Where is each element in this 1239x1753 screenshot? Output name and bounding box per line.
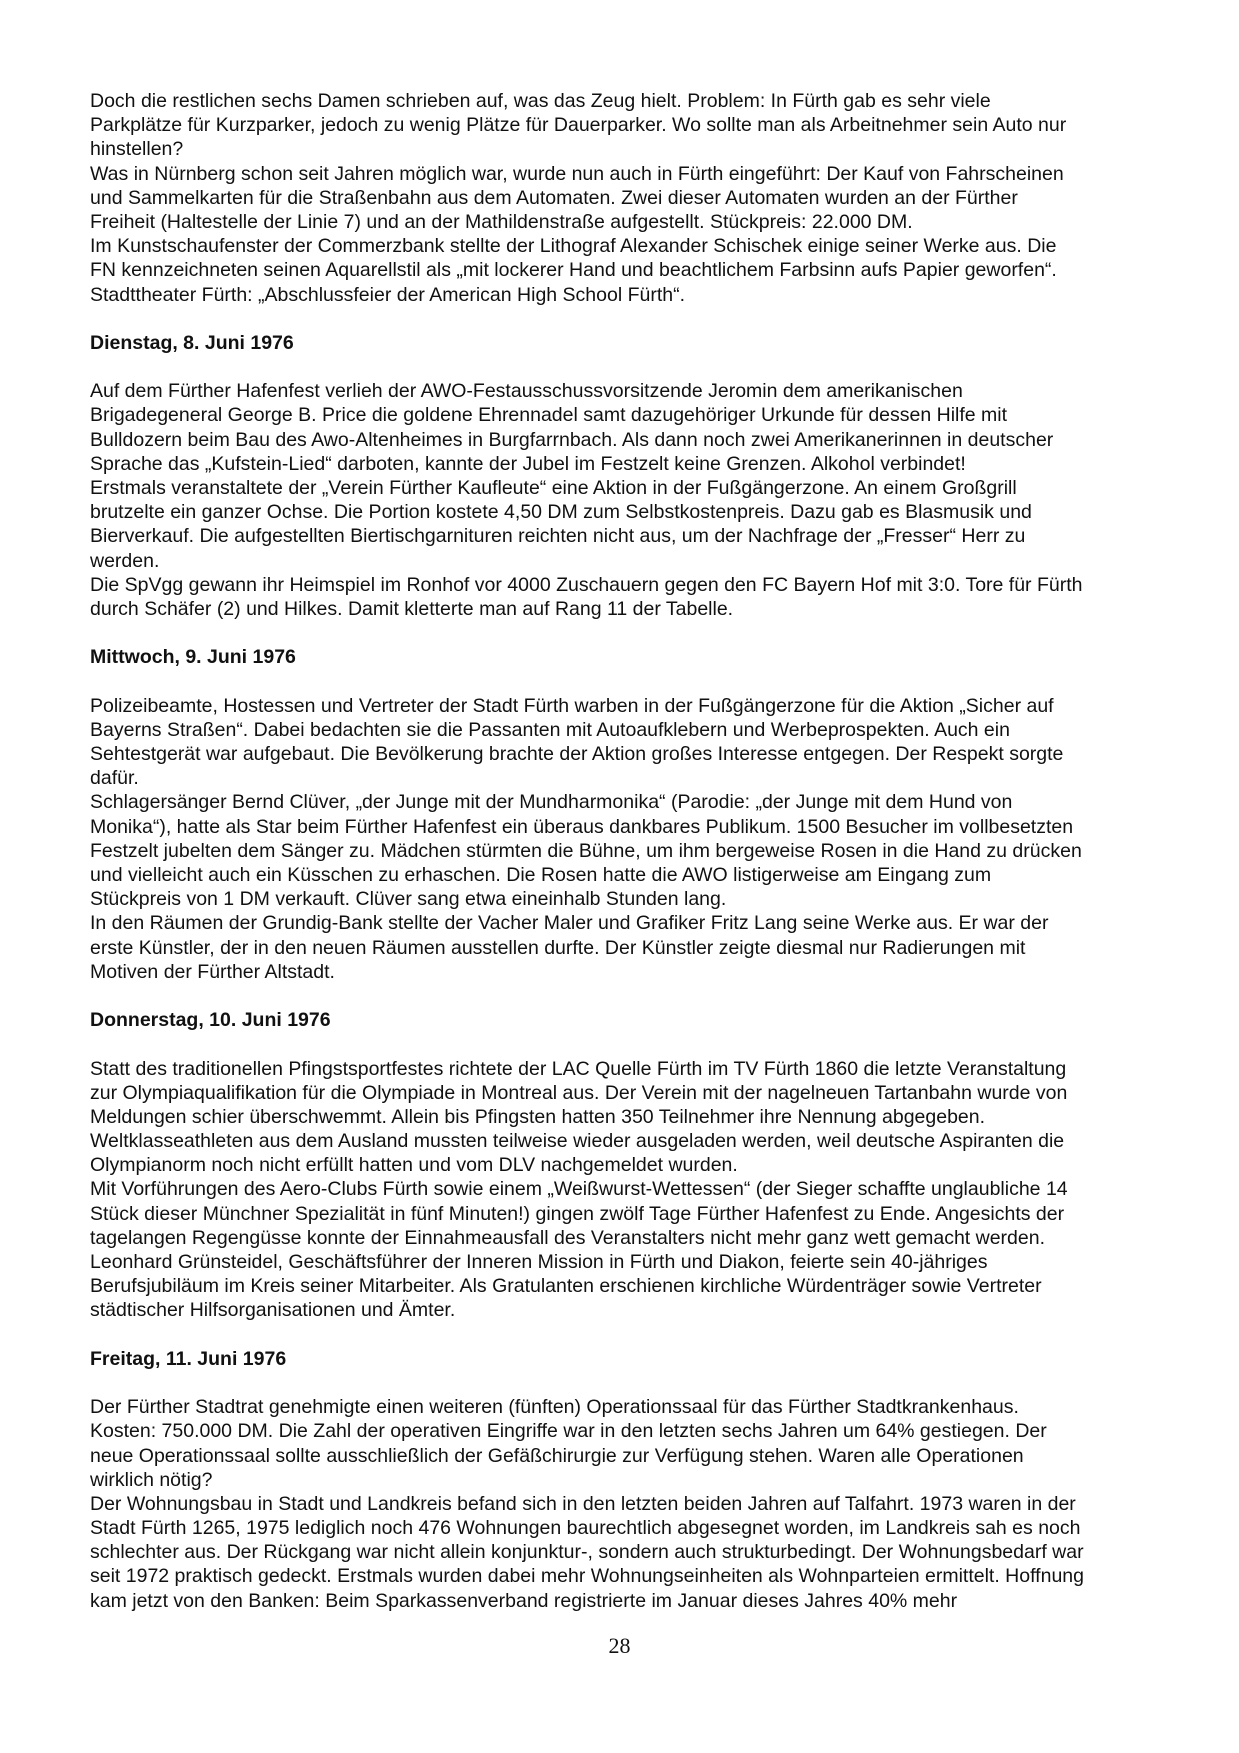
text-line: Weltklasseathleten aus dem Ausland mussten teilweise wieder ausgeladen werden, weil deutsche Aspiranten die [90, 1130, 1065, 1153]
text-line: Olympianorm noch nicht erfüllt hatten und vom DLV nachgemeldet wurden. [90, 1154, 738, 1177]
text-line: städtischer Hilfsorganisationen und Ämter. [90, 1299, 456, 1322]
text-line: hinstellen? [90, 138, 184, 161]
text-line: In den Räumen der Grundig-Bank stellte der Vacher Maler und Grafiker Fritz Lang seine Werke aus. Er war der [90, 912, 1049, 935]
day-section [90, 1008, 1190, 1322]
text-line: wirklich nötig? [90, 1468, 213, 1491]
paragraph [90, 1395, 1190, 1492]
text-line: Der Wohnungsbau in Stadt und Landkreis befand sich in den letzten beiden Jahren auf Talfahrt. 1973 waren in der [90, 1492, 1076, 1515]
text-line: Parkplätze für Kurzparker, jedoch zu wenig Plätze für Dauerparker. Wo sollte man als Arbeitnehmer sein Auto nur [90, 114, 1067, 137]
text-line: Stadt Fürth 1265, 1975 lediglich noch 476 Wohnungen baurechtlich abgesegnet worden, im Landkreis sah es noch [90, 1517, 1081, 1540]
text-line: Monika“), hatte als Star beim Fürther Hafenfest ein überaus dankbares Publikum. 1500 Besucher im vollbesetzten [90, 815, 1074, 838]
text-line: Stadttheater Fürth: „Abschlussfeier der American High School Fürth“. [90, 283, 686, 306]
paragraph [90, 911, 1190, 984]
text-line: Mit Vorführungen des Aero-Clubs Fürth sowie einem „Weißwurst-Wettessen“ (der Sieger schaffte unglaubliche 14 [90, 1178, 1068, 1201]
paragraph [90, 1250, 1190, 1323]
paragraph [90, 283, 1190, 307]
document-body [90, 89, 1190, 1613]
text-line: Was in Nürnberg schon seit Jahren möglich war, wurde nun auch in Fürth eingeführt: Der Kauf von Fahrscheinen [90, 162, 1064, 185]
paragraph [90, 89, 1190, 162]
text-line: Doch die restlichen sechs Damen schrieben auf, was das Zeug hielt. Problem: In Fürth gab es sehr viele [90, 90, 991, 112]
text-line: Im Kunstschaufenster der Commerzbank stellte der Lithograf Alexander Schischek einige seiner Werke aus. Die [90, 235, 1057, 258]
text-line: Stückpreis von 1 DM verkauft. Clüver sang etwa eineinhalb Stunden lang. [90, 888, 727, 911]
text-line: erste Künstler, der in den neuen Räumen ausstellen durfte. Der Künstler zeigte diesmal nur Radierungen mit [90, 936, 1026, 959]
text-line: Brigadegeneral George B. Price die goldene Ehrennadel samt dazugehöriger Urkunde für dessen Hilfe mit [90, 404, 1008, 427]
text-line: und vielleicht auch ein Küsschen zu erhaschen. Die Rosen hatte die AWO listigerweise am Eingang zum [90, 864, 992, 886]
day-heading: Donnerstag, 10. Juni 1976 [90, 1009, 331, 1032]
paragraph [90, 1492, 1190, 1613]
text-line: seit 1972 praktisch gedeckt. Erstmals wurden dabei mehr Wohnungseinheiten als Wohnparteien ermittelt. Hoffnung [90, 1565, 1084, 1588]
text-line: FN kennzeichneten seinen Aquarellstil als „mit lockerer Hand und beachtlichem Farbsinn aufs Papier geworfen“. [90, 259, 1057, 282]
paragraph [90, 379, 1190, 476]
text-line: neue Operationssaal sollte ausschließlich der Gefäßchirurgie zur Verfügung stehen. Waren alle Operationen [90, 1444, 1024, 1467]
text-line: zur Olympiaqualifikation für die Olympiade in Montreal aus. Der Verein mit der nagelneuen Tartanbahn wurde von [90, 1081, 1068, 1104]
day-heading: Mittwoch, 9. Juni 1976 [90, 646, 296, 669]
paragraph [90, 1177, 1190, 1250]
text-line: brutzelte ein ganzer Ochse. Die Portion kostete 4,50 DM zum Selbstkostenpreis. Dazu gab es Blasmusik und [90, 501, 1032, 524]
text-line: Auf dem Fürther Hafenfest verlieh der AWO-Festausschussvorsitzende Jeromin dem amerikanischen [90, 380, 963, 403]
text-line: Meldungen schier überschwemmt. Allein bis Pfingsten hatten 350 Teilnehmer ihre Nennung abgegeben. [90, 1105, 986, 1128]
text-line: tagelangen Regengüsse konnte der Einnahmeausfall des Veranstalters nicht mehr ganz wett gemacht werden. [90, 1226, 1046, 1249]
paragraph [90, 476, 1190, 573]
text-line: Bulldozern beim Bau des Awo-Altenheimes in Burgfarrnbach. Als dann noch zwei Amerikanerinnen in deutscher [90, 428, 1054, 451]
text-line: Polizeibeamte, Hostessen und Vertreter der Stadt Fürth warben in der Fußgängerzone für die Aktion „Sicher auf [90, 694, 1054, 717]
text-line: Sehtestgerät war aufgebaut. Die Bevölkerung brachte der Aktion großes Interesse entgegen. Der Respekt sorgte [90, 743, 1064, 766]
day-section [90, 1347, 1190, 1613]
day-section [90, 645, 1190, 984]
text-line: und Sammelkarten für die Straßenbahn aus dem Automaten. Zwei dieser Automaten wurden an der Fürther [90, 186, 1018, 209]
text-line: Berufsjubiläum im Kreis seiner Mitarbeiter. Als Gratulanten erschienen kirchliche Würdenträger sowie Vertreter [90, 1275, 1042, 1298]
text-line: schlechter aus. Der Rückgang war nicht allein konjunktur-, sondern auch strukturbedingt. Der Wohnungsbedarf war [90, 1541, 1084, 1564]
text-line: werden. [90, 549, 160, 572]
text-line: Festzelt jubelten dem Sänger zu. Mädchen stürmten die Bühne, um ihm bergeweise Rosen in die Hand zu drücken [90, 839, 1082, 862]
paragraph [90, 162, 1190, 235]
text-line: Stück dieser Münchner Spezialität in fünf Minuten!) gingen zwölf Tage Fürther Hafenfest zu Ende. Angesichts der [90, 1202, 1065, 1225]
text-line: Die SpVgg gewann ihr Heimspiel im Ronhof vor 4000 Zuschauern gegen den FC Bayern Hof mit 3:0. Tore für Fürth [90, 573, 1083, 596]
text-line: durch Schäfer (2) und Hilkes. Damit kletterte man auf Rang 11 der Tabelle. [90, 597, 734, 620]
text-line: Leonhard Grünsteidel, Geschäftsführer der Inneren Mission in Fürth und Diakon, feierte sein 40-jähriges [90, 1251, 988, 1273]
paragraph [90, 694, 1190, 791]
paragraph [90, 790, 1190, 911]
page-number: 28 [608, 1633, 631, 1658]
text-line: Der Fürther Stadtrat genehmigte einen weiteren (fünften) Operationssaal für das Fürther Stadtkrankenhaus. [90, 1396, 1019, 1419]
paragraph [90, 573, 1190, 621]
text-line: Sprache das „Kufstein-Lied“ darboten, kannte der Jubel im Festzelt keine Grenzen. Alkohol verbindet! [90, 452, 966, 475]
text-line: kam jetzt von den Banken: Beim Sparkassenverband registrierte im Januar dieses Jahres 40% mehr [90, 1589, 958, 1612]
text-line: Kosten: 750.000 DM. Die Zahl der operativen Eingriffe war in den letzten sechs Jahren um 64% gestiegen. Der [90, 1420, 1047, 1443]
text-line: Erstmals veranstaltete der „Verein Fürther Kaufleute“ eine Aktion in der Fußgängerzone. An einem Großgrill [90, 477, 1017, 499]
day-heading: Dienstag, 8. Juni 1976 [90, 331, 294, 354]
text-line: Bierverkauf. Die aufgestellten Biertischgarnituren reichten nicht aus, um der Nachfrage der „Fresser“ Herr zu [90, 525, 1026, 548]
day-heading: Freitag, 11. Juni 1976 [90, 1347, 287, 1370]
text-line: Bayerns Straßen“. Dabei bedachten sie die Passanten mit Autoaufklebern und Werbeprospekten. Auch ein [90, 718, 1010, 741]
paragraph [90, 1057, 1190, 1178]
text-line: Statt des traditionellen Pfingstsportfestes richtete der LAC Quelle Fürth im TV Fürth 1860 die letzte Veranstaltung [90, 1057, 1067, 1080]
day-section [90, 331, 1190, 621]
text-line: Freiheit (Haltestelle der Linie 7) und an der Mathildenstraße aufgestellt. Stückpreis: 22.000 DM. [90, 210, 913, 233]
paragraph [90, 234, 1190, 282]
text-line: Motiven der Fürther Altstadt. [90, 960, 335, 983]
text-line: dafür. [90, 767, 139, 790]
day-section [90, 89, 1190, 307]
text-line: Schlagersänger Bernd Clüver, „der Junge mit der Mundharmonika“ (Parodie: „der Junge mit dem Hund von [90, 791, 1013, 814]
